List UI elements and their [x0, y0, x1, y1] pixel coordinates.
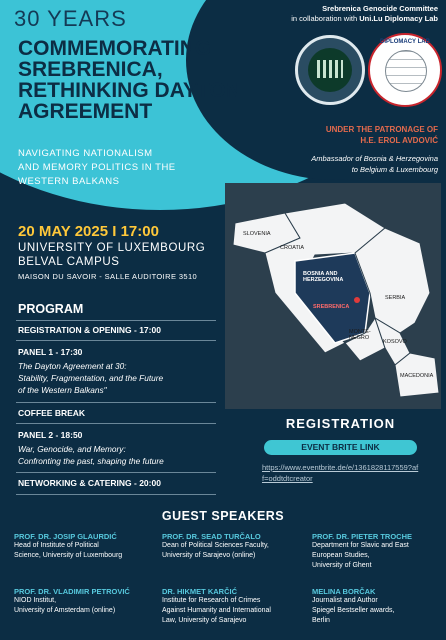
- program-registration: REGISTRATION & OPENING - 17:00: [18, 325, 161, 335]
- subtitle-line: WESTERN BALKANS: [18, 176, 120, 187]
- speaker-name: MELINA BORČAK: [312, 587, 376, 596]
- speaker-affiliation: European Studies,: [312, 552, 370, 559]
- venue-line: UNIVERSITY OF LUXEMBOURG: [18, 242, 206, 254]
- desc-line: The Dayton Agreement at 30:: [18, 361, 127, 371]
- desc-line: Confronting the past, shaping the future: [18, 456, 164, 466]
- western-balkans-map: [225, 183, 441, 409]
- speaker-affiliation: Dean of Political Sciences Faculty,: [162, 542, 269, 549]
- venue-room: MAISON DU SAVOIR - SALLE AUDITOIRE 3510: [18, 272, 198, 281]
- speaker-card: [312, 532, 442, 571]
- role-line: Ambassador of Bosnia & Herzegovina: [311, 154, 438, 163]
- logo-text: DIPLOMACY LAB: [380, 39, 430, 45]
- globe-icon: [385, 50, 427, 92]
- program-panel1: PANEL 1 - 17:30: [18, 347, 83, 357]
- speaker-card: [162, 587, 310, 626]
- speaker-affiliation: Journalist and Author: [312, 597, 378, 604]
- speaker-affiliation: University of Amsterdam (online): [14, 607, 116, 614]
- divider: [16, 494, 216, 495]
- divider: [16, 320, 216, 321]
- patronage-heading: [326, 124, 438, 146]
- patron-role: [311, 153, 438, 175]
- event-subtitle: [18, 147, 238, 189]
- divider: [16, 402, 216, 403]
- speaker-affiliation: Department for Slavic and East: [312, 542, 409, 549]
- anniversary-label: 30 YEARS: [14, 6, 127, 31]
- program-title: PROGRAM: [18, 302, 84, 316]
- desc-line: Stability, Fragmentation, and the Future: [18, 373, 164, 383]
- subtitle-line: AND MEMORY POLITICS IN THE: [18, 162, 176, 173]
- map-label-serbia: SERBIA: [385, 295, 406, 301]
- map-label-montenegro: MONTE- NEGRO: [349, 329, 371, 341]
- speaker-affiliation: Science, University of Luxembourg: [14, 552, 123, 559]
- program-networking: NETWORKING & CATERING - 20:00: [18, 478, 161, 488]
- event-brite-button[interactable]: EVENT BRITE LINK: [264, 440, 417, 455]
- speaker-affiliation: University of Sarajevo (online): [162, 552, 256, 559]
- map-label-croatia: CROATIA: [280, 245, 305, 251]
- collab-prefix: in collaboration with: [291, 14, 360, 23]
- patron-name: H.E. EROL AVDOVIĆ: [360, 136, 438, 145]
- speaker-affiliation: University of Ghent: [312, 562, 372, 569]
- diplomacy-lab-name: Uni.Lu Diplomacy Lab: [359, 14, 438, 23]
- speaker-affiliation: Spiegel Bestseller awards,: [312, 607, 395, 614]
- speaker-affiliation: Berlin: [312, 617, 330, 624]
- srebrenica-committee-logo: [295, 35, 365, 105]
- speaker-name: PROF. DR. JOSIP GLAURDIĆ: [14, 532, 117, 541]
- program-panel2: PANEL 2 - 18:50: [18, 430, 83, 440]
- divider: [16, 340, 216, 341]
- divider: [16, 472, 216, 473]
- role-line: to Belgium & Luxembourg: [351, 165, 438, 174]
- map-label-kosovo: KOSOVO: [383, 339, 407, 345]
- speaker-card: [14, 532, 154, 561]
- diplomacy-lab-logo: [368, 33, 442, 107]
- memorial-stones-icon: [317, 60, 343, 78]
- speaker-name: DR. HIKMET KARČIĆ: [162, 587, 237, 596]
- patronage-line: UNDER THE PATRONAGE OF: [325, 125, 438, 134]
- guest-speakers-title: GUEST SPEAKERS: [161, 509, 285, 523]
- map-label-srebrenica: SREBRENICA: [313, 304, 350, 310]
- speaker-affiliation: Institute for Research of Crimes: [162, 597, 261, 604]
- desc-line: of the Western Balkans": [18, 385, 107, 395]
- program-coffee-break: COFFEE BREAK: [18, 408, 86, 418]
- speaker-name: PROF. DR. SEAD TURČALO: [162, 532, 261, 541]
- speaker-card: [312, 587, 442, 626]
- map-label-slovenia: SLOVENIA: [243, 231, 271, 237]
- registration-link[interactable]: https://www.eventbrite.de/e/1361828117559?aff=oddtdtcreator: [262, 463, 419, 483]
- speaker-card: [14, 587, 159, 616]
- speaker-affiliation: Law, University of Sarajevo: [162, 617, 247, 624]
- map-label-bosnia: BOSNIA AND HERZEGOVINA: [303, 271, 344, 283]
- organizers: [291, 4, 438, 24]
- registration-section: [262, 416, 419, 494]
- venue-line: BELVAL CAMPUS: [18, 256, 120, 268]
- committee-name: Srebrenica Genocide Committee: [322, 4, 438, 13]
- speaker-name: PROF. DR. PIETER TROCHE: [312, 532, 413, 541]
- speaker-card: [162, 532, 302, 561]
- panel2-description: [18, 443, 164, 467]
- speaker-affiliation: Head of Institute of Political: [14, 542, 99, 549]
- registration-title: REGISTRATION: [285, 416, 396, 431]
- divider: [16, 423, 216, 424]
- map-label-macedonia: MACEDONIA: [400, 373, 434, 379]
- subtitle-line: NAVIGATING NATIONALISM: [18, 148, 153, 159]
- venue: [18, 241, 205, 269]
- panel1-description: [18, 360, 163, 396]
- event-title: COMMEMORATING SREBRENICA, RETHINKING DAYTON AGREEMENT: [18, 37, 241, 123]
- event-date: 20 MAY 2025 I 17:00: [18, 223, 159, 240]
- speaker-affiliation: Against Humanity and International: [162, 607, 271, 614]
- desc-line: War, Genocide, and Memory:: [18, 444, 126, 454]
- speaker-affiliation: NIOD Institut,: [14, 597, 57, 604]
- speaker-name: PROF. DR. VLADIMIR PETROVIĆ: [14, 587, 130, 596]
